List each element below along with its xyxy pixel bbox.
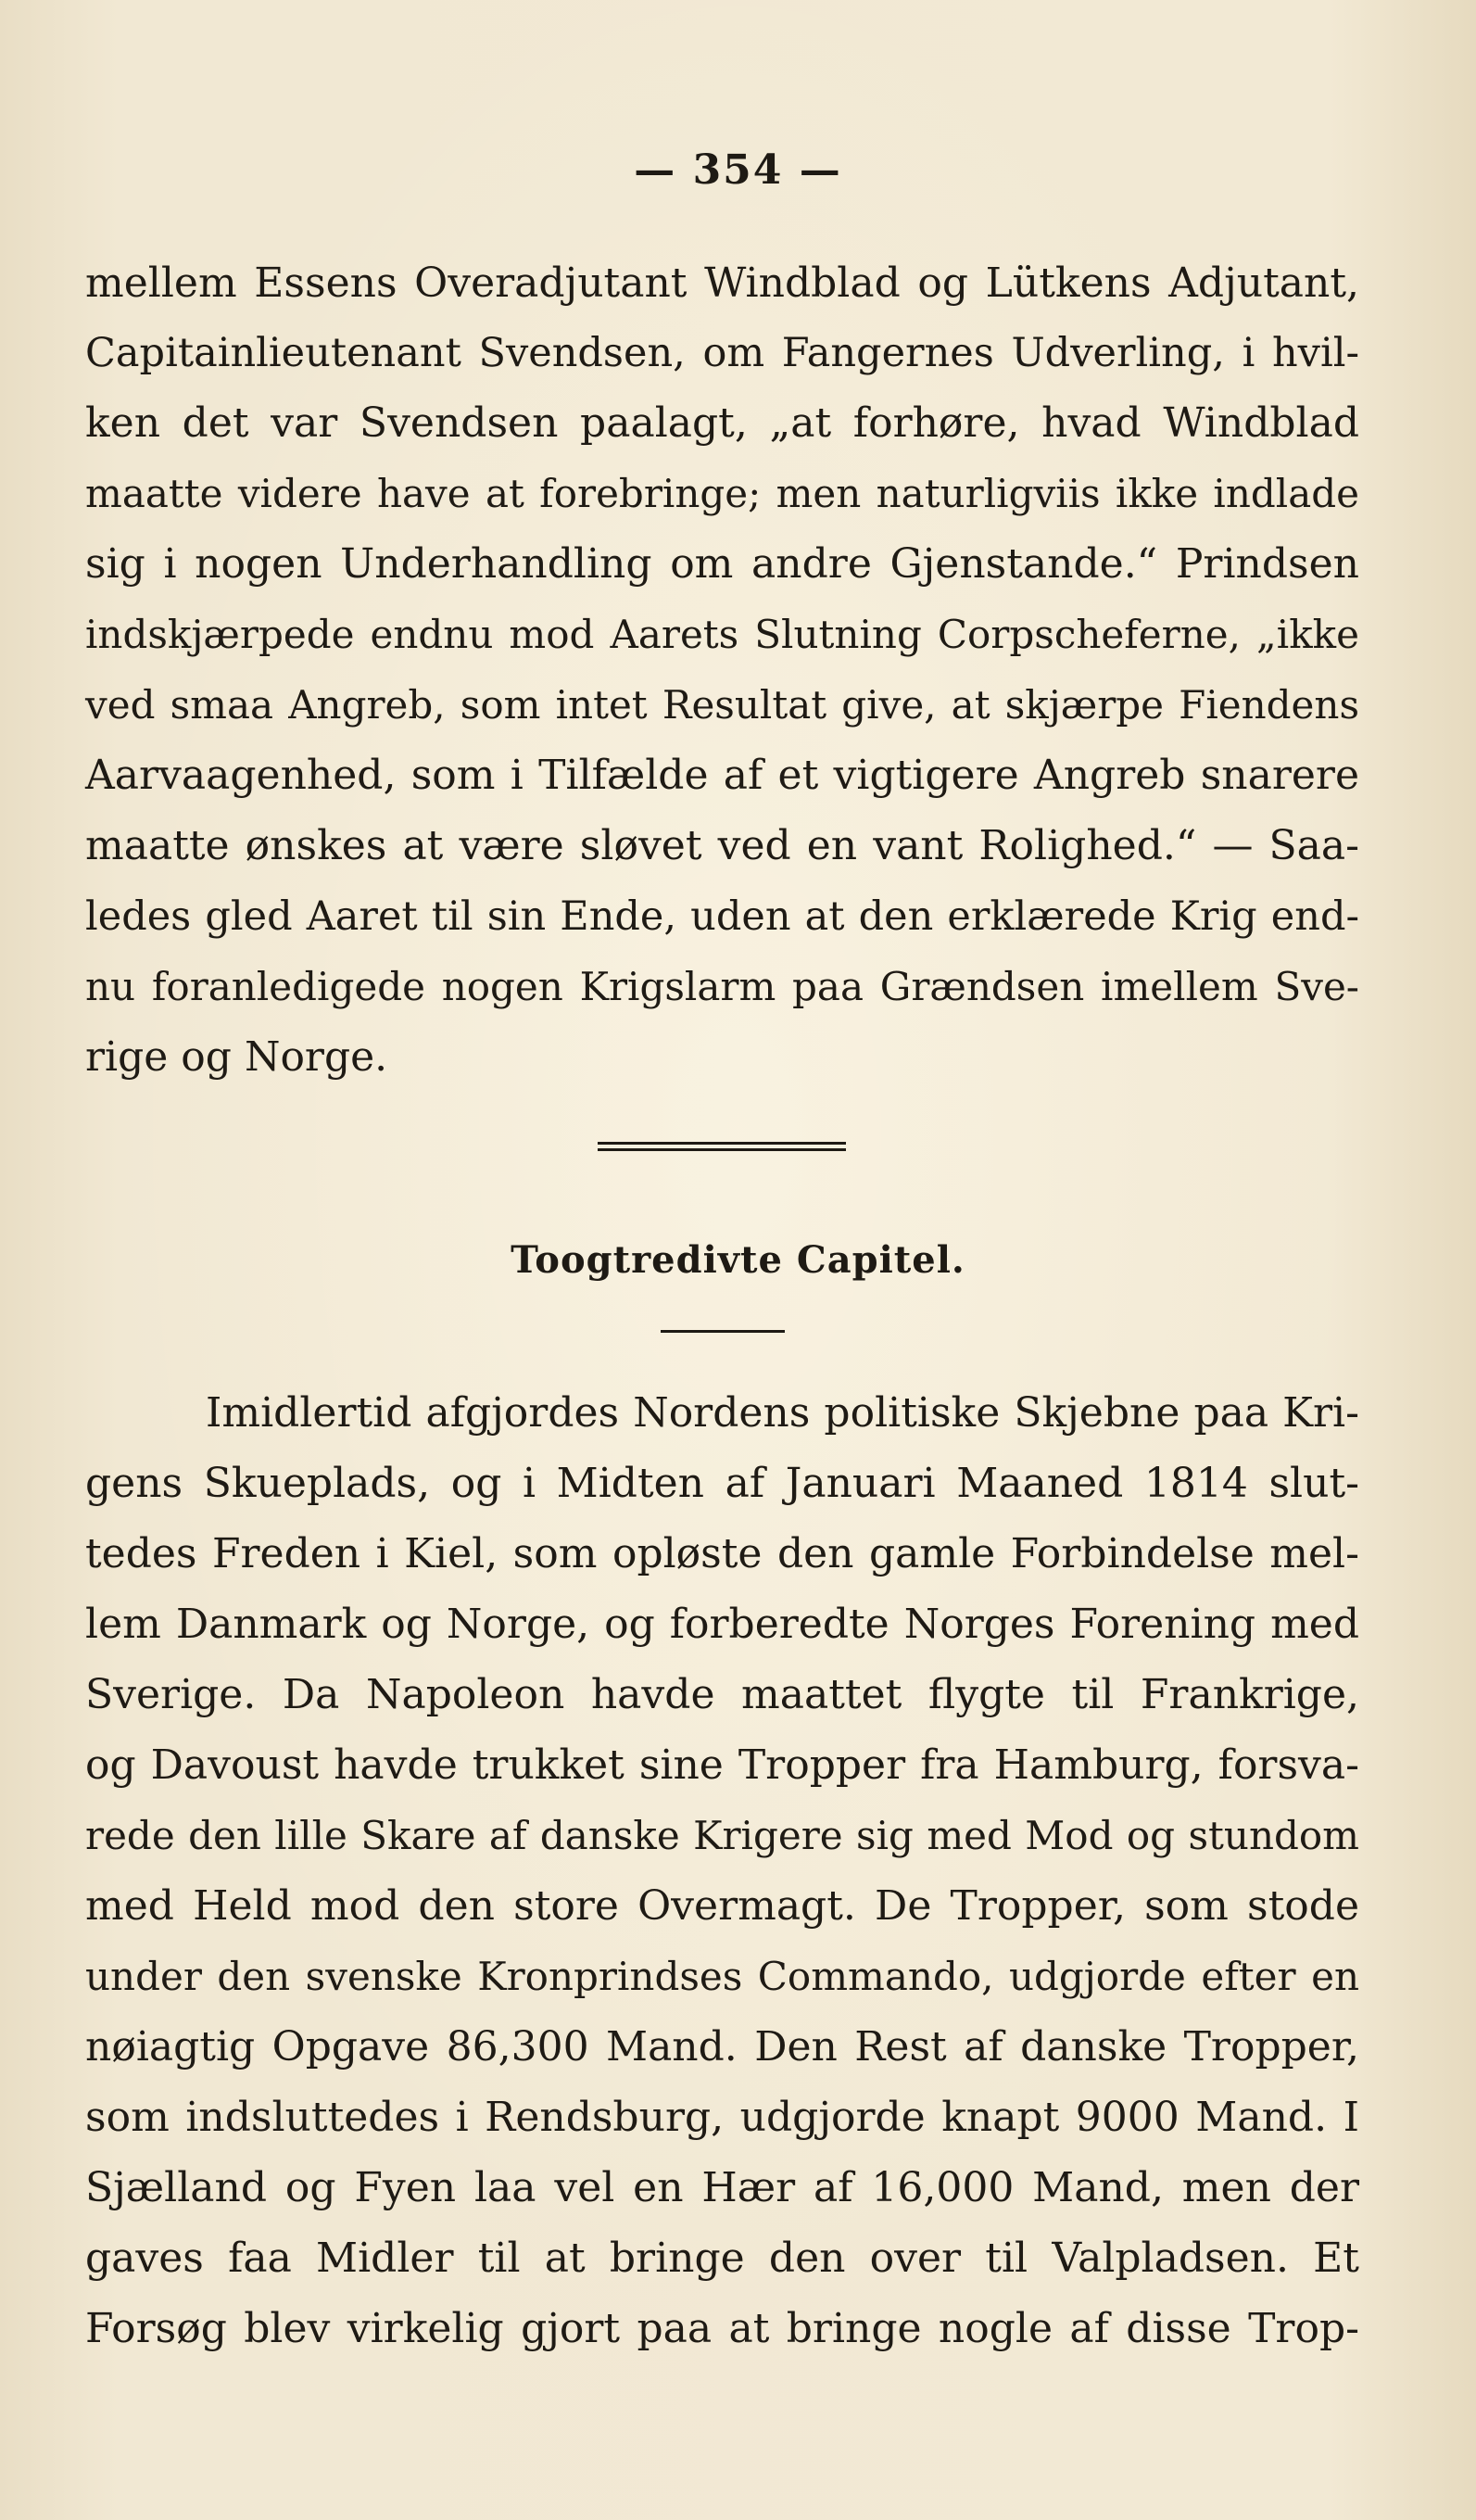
text-line: Aarvaagenhed, som i Tilfælde af et vigtigere Angreb snarere	[85, 752, 1359, 799]
text-line: Capitainlieutenant Svendsen, om Fangernes Udverling, i hvil-	[85, 330, 1359, 376]
chapter-title: Toogtredivte Capitel.	[511, 1238, 965, 1282]
text-line: ken det var Svendsen paalagt, „at forhøre, hvad Windblad	[85, 399, 1359, 447]
text-line: Sjælland og Fyen laa vel en Hær af 16,000 Mand, men der	[85, 2164, 1359, 2211]
text-line: ledes gled Aaret til sin Ende, uden at den erklærede Krig end-	[85, 893, 1359, 940]
text-line: Sverige. Da Napoleon havde maattet flygte til Frankrige,	[85, 1671, 1359, 1718]
section-divider	[598, 1142, 846, 1151]
text-line: maatte videre have at forebringe; men naturligviis ikke indlade	[85, 471, 1359, 516]
page-number: — 354 —	[634, 146, 842, 194]
text-line: nøiagtig Opgave 86,300 Mand. Den Rest af danske Tropper,	[85, 2023, 1359, 2070]
text-line: med Held mod den store Overmagt. De Tropper, som stode	[85, 1882, 1359, 1930]
text-line: lem Danmark og Norge, og forberedte Norges Forening med	[85, 1601, 1359, 1648]
text-line: mellem Essens Overadjutant Windblad og Lütkens Adjutant,	[85, 260, 1359, 307]
text-line: under den svenske Kronprindses Commando, udgjorde efter en	[85, 1954, 1359, 1999]
text-line: rige og Norge.	[85, 1033, 388, 1081]
text-line: rede den lille Skare af danske Krigere sig med Mod og stundom	[85, 1813, 1359, 1858]
text-line: indskjærpede endnu mod Aarets Slutning Corpscheferne, „ikke	[85, 612, 1359, 657]
text-line: Imidlertid afgjordes Nordens politiske Skjebne paa Kri-	[206, 1389, 1359, 1437]
text-line: Forsøg blev virkelig gjort paa at bringe nogle af disse Trop-	[85, 2305, 1359, 2352]
text-line: maatte ønskes at være sløvet ved en vant Rolighed.“ — Saa-	[85, 822, 1359, 869]
chapter-rule	[661, 1330, 785, 1333]
text-line: gaves faa Midler til at bringe den over til Valpladsen. Et	[85, 2235, 1359, 2282]
text-line: som indsluttedes i Rendsburg, udgjorde knapt 9000 Mand. I	[85, 2094, 1359, 2141]
text-line: og Davoust havde trukket sine Tropper fra Hamburg, forsva-	[85, 1741, 1359, 1789]
text-line: sig i nogen Underhandling om andre Gjenstande.“ Prindsen	[85, 540, 1359, 588]
text-line: gens Skueplads, og i Midten af Januari Maaned 1814 slut-	[85, 1460, 1359, 1507]
text-line: tedes Freden i Kiel, som opløste den gamle Forbindelse mel-	[85, 1530, 1359, 1577]
text-line: nu foranledigede nogen Krigslarm paa Grændsen imellem Sve-	[85, 964, 1359, 1009]
text-line: ved smaa Angreb, som intet Resultat give, at skjærpe Fiendens	[85, 682, 1359, 728]
